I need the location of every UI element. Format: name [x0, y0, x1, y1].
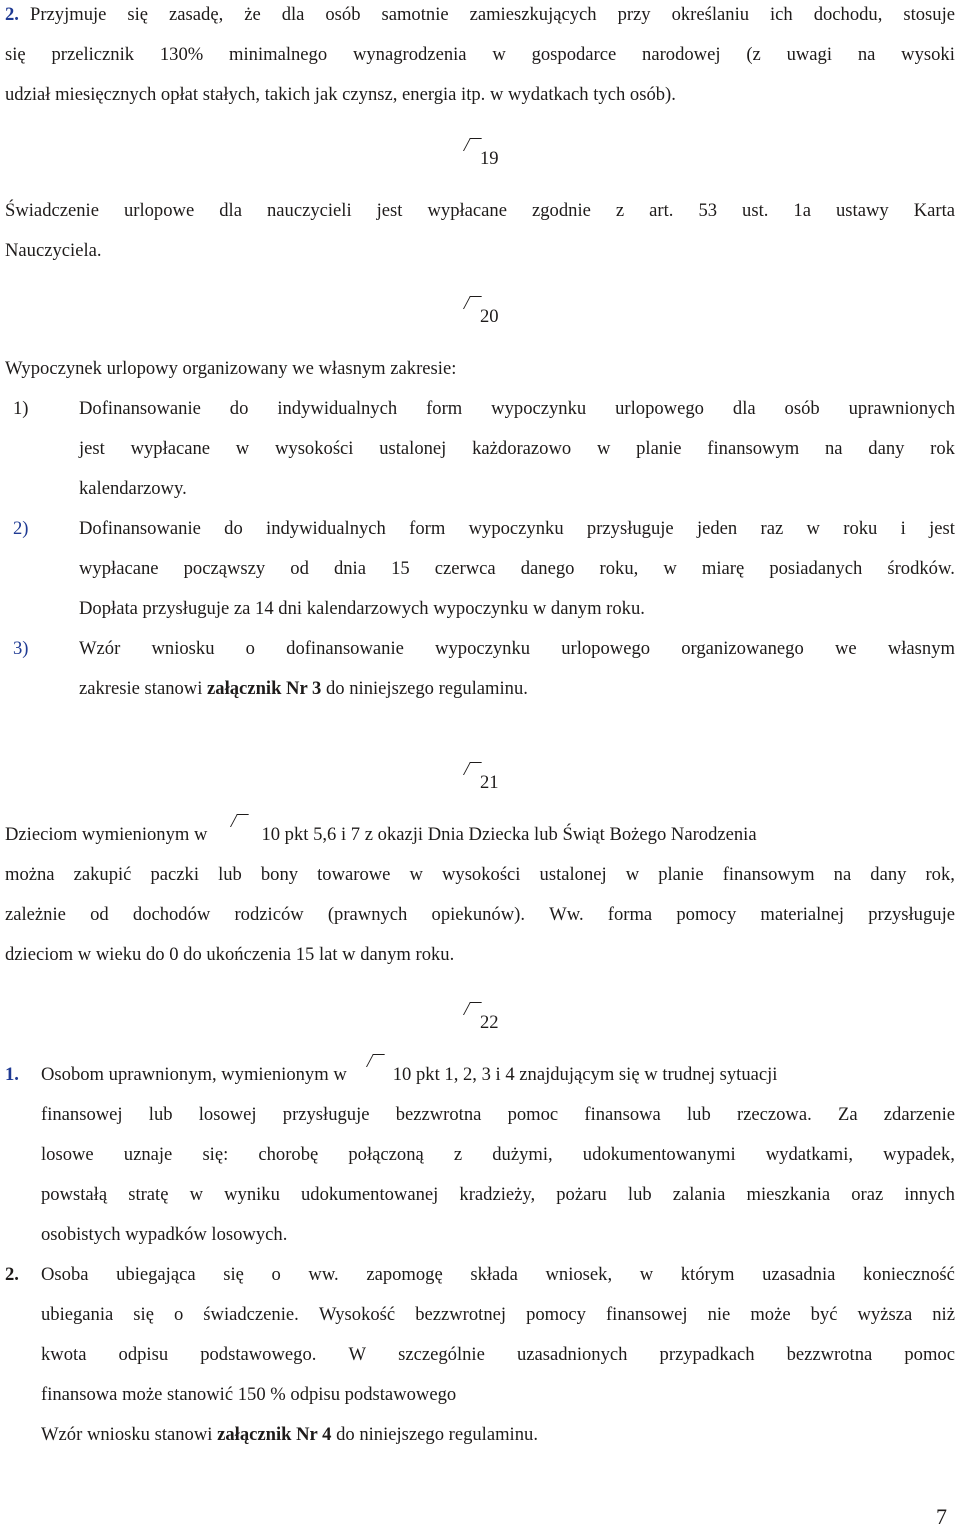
list-line: finansowej lub losowej przysługuje bezzwrotna pomoc finansowa lub rzeczowa. Za zdarzenie: [41, 1104, 955, 1125]
list-line: Wzór wniosku stanowi załącznik Nr 4 do niniejszego regulaminu.: [41, 1424, 538, 1445]
list-label: 2.: [5, 1264, 19, 1285]
section-sign-icon: [462, 772, 476, 794]
item-label: 2.: [5, 4, 19, 25]
section-sign-icon: [462, 1012, 476, 1034]
attachment-reference: załącznik Nr 3: [207, 678, 322, 699]
section-heading: [462, 1012, 499, 1034]
list-label: 3): [13, 638, 29, 659]
section-intro: Wypoczynek urlopowy organizowany we własnym zakresie:: [5, 358, 457, 379]
list-label: 1.: [5, 1064, 19, 1085]
section-heading: [462, 306, 499, 328]
page-number: 7: [936, 1504, 947, 1529]
list-line: Osobom uprawnionym, wymienionym w 10 pkt 1, 2, 3 i 4 znajdującym się w trudnej sytuacji: [41, 1064, 778, 1085]
list-line: osobistych wypadków losowych.: [41, 1224, 288, 1245]
attachment-reference: załącznik Nr 4: [217, 1424, 332, 1445]
list-line: Dofinansowanie do indywidualnych form wypoczynku urlopowego dla osób uprawnionych: [79, 398, 955, 419]
paragraph-line: Świadczenie urlopowe dla nauczycieli jest wypłacane zgodnie z art. 53 ust. 1a ustawy Karta: [5, 200, 955, 221]
list-line: wypłacane począwszy od dnia 15 czerwca danego roku, w miarę posiadanych środków.: [79, 558, 955, 579]
section-number: 20: [480, 306, 499, 327]
section-sign-icon: [229, 824, 243, 846]
list-line: ubiegania się o świadczenie. Wysokość bezzwrotnej pomocy finansowej nie może być wyższa niż: [41, 1304, 955, 1325]
section-sign-icon: [462, 148, 476, 170]
section-heading: [462, 148, 499, 170]
paragraph-line: można zakupić paczki lub bony towarowe w wysokości ustalonej w planie finansowym na dany rok,: [5, 864, 955, 885]
list-line: zakresie stanowi załącznik Nr 3 do niniejszego regulaminu.: [79, 678, 528, 699]
section-sign-icon: [462, 306, 476, 328]
section-heading: [462, 772, 499, 794]
list-label: 1): [13, 398, 29, 419]
list-label: 2): [13, 518, 29, 539]
list-line: Dopłata przysługuje za 14 dni kalendarzowych wypoczynku w danym roku.: [79, 598, 645, 619]
section-number: 19: [480, 148, 499, 169]
paragraph-line: udział miesięcznych opłat stałych, takich jak czynsz, energia itp. w wydatkach tych osób).: [5, 84, 676, 105]
list-line: powstałą stratę w wyniku udokumentowanej kradzieży, pożaru lub zalania mieszkania oraz innych: [41, 1184, 955, 1205]
list-line: Dofinansowanie do indywidualnych form wypoczynku przysługuje jeden raz w roku i jest: [79, 518, 955, 539]
paragraph-line: Przyjmuje się zasadę, że dla osób samotnie zamieszkujących przy określaniu ich dochodu, stosuje: [30, 4, 955, 25]
list-line: kalendarzowy.: [79, 478, 187, 499]
section-number: 21: [480, 772, 499, 793]
list-line: Wzór wniosku o dofinansowanie wypoczynku urlopowego organizowanego we własnym: [79, 638, 955, 659]
paragraph-line: dzieciom w wieku do 0 do ukończenia 15 lat w danym roku.: [5, 944, 455, 965]
list-line: finansowa może stanowić 150 % odpisu podstawowego: [41, 1384, 457, 1405]
paragraph-line: Dzieciom wymienionym w 10 pkt 5,6 i 7 z okazji Dnia Dziecka lub Świąt Bożego Narodzenia: [5, 824, 757, 845]
section-sign-icon: [365, 1064, 379, 1086]
paragraph-line: się przelicznik 130% minimalnego wynagrodzenia w gospodarce narodowej (z uwagi na wysoki: [5, 44, 955, 65]
section-number: 22: [480, 1012, 499, 1033]
list-line: kwota odpisu podstawowego. W szczególnie uzasadnionych przypadkach bezzwrotna pomoc: [41, 1344, 955, 1365]
list-line: losowe uznaje się: chorobę połączoną z dużymi, udokumentowanymi wydatkami, wypadek,: [41, 1144, 955, 1165]
paragraph-line: zależnie od dochodów rodziców (prawnych opiekunów). Ww. forma pomocy materialnej przysługuje: [5, 904, 955, 925]
list-line: jest wypłacane w wysokości ustalonej każdorazowo w planie finansowym na dany rok: [79, 438, 955, 459]
list-line: Osoba ubiegająca się o ww. zapomogę składa wniosek, w którym uzasadnia konieczność: [41, 1264, 955, 1285]
paragraph-line: Nauczyciela.: [5, 240, 102, 261]
